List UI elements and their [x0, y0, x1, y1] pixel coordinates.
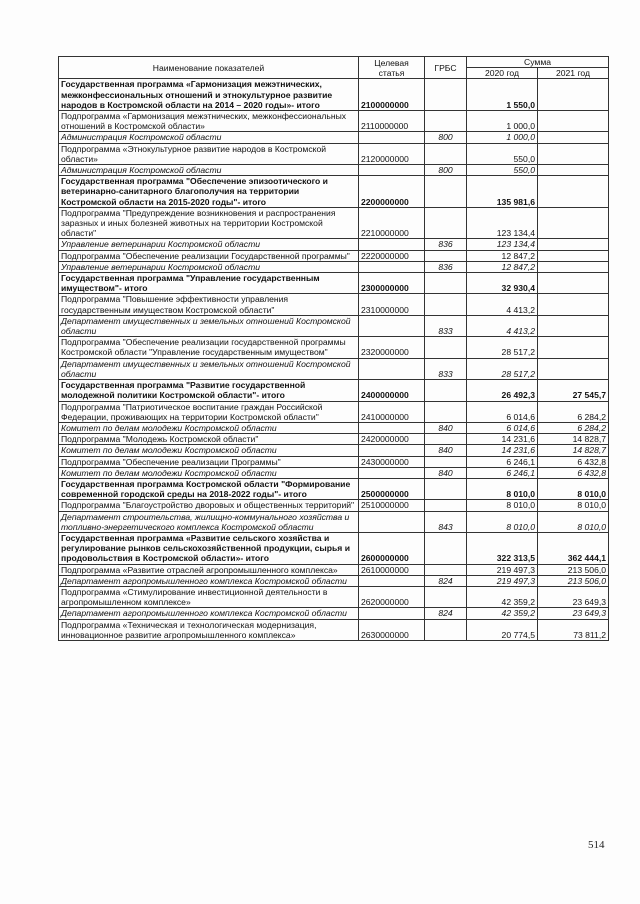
row-code-cell: 2610000000 [359, 564, 425, 575]
row-amount-2020-cell: 6 014,6 [467, 401, 538, 422]
row-grbs-cell: 843 [425, 511, 467, 532]
row-amount-2021-cell: 6 432,8 [538, 467, 609, 478]
row-code-cell [359, 467, 425, 478]
row-code-cell [359, 608, 425, 619]
row-grbs-cell [425, 564, 467, 575]
row-code-cell [359, 511, 425, 532]
row-amount-2020-cell: 135 981,6 [467, 176, 538, 208]
row-code-cell [359, 315, 425, 336]
table-row [59, 132, 609, 143]
row-name-cell: Комитет по делам молодежи Костромской области [59, 422, 359, 433]
header-sum: Сумма [467, 57, 609, 68]
row-amount-2020-cell: 123 134,4 [467, 207, 538, 239]
row-code-cell: 2300000000 [359, 273, 425, 294]
table-row [59, 111, 609, 132]
row-code-cell: 2600000000 [359, 532, 425, 564]
row-grbs-cell: 840 [425, 422, 467, 433]
row-amount-2020-cell: 1 000,0 [467, 111, 538, 132]
row-amount-2021-cell [538, 239, 609, 250]
row-grbs-cell [425, 434, 467, 445]
row-amount-2021-cell [538, 111, 609, 132]
row-grbs-cell [425, 176, 467, 208]
row-name-cell: Подпрограмма "Предупреждение возникновения и распространения заразных и иных болезней животных на территории Костромской области" [59, 207, 359, 239]
row-amount-2021-cell [538, 315, 609, 336]
row-grbs-cell: 800 [425, 165, 467, 176]
row-amount-2021-cell [538, 250, 609, 261]
row-amount-2020-cell: 1 000,0 [467, 132, 538, 143]
row-name-cell: Подпрограмма «Стимулирование инвестиционной деятельности в агропромышленном комплексе» [59, 586, 359, 607]
row-code-cell [359, 445, 425, 456]
table-row [59, 273, 609, 294]
row-name-cell: Департамент строительства, жилищно-коммунального хозяйства и топливно-энергетического комплекса Костромской области [59, 511, 359, 532]
row-amount-2020-cell: 42 359,2 [467, 586, 538, 607]
row-name-cell: Управление ветеринарии Костромской области [59, 261, 359, 272]
row-amount-2020-cell: 8 010,0 [467, 500, 538, 511]
row-name-cell: Департамент имущественных и земельных отношений Костромской области [59, 358, 359, 379]
row-amount-2021-cell: 23 649,3 [538, 586, 609, 607]
row-name-cell: Департамент агропромышленного комплекса Костромской области [59, 575, 359, 586]
table-row [59, 445, 609, 456]
row-amount-2021-cell: 213 506,0 [538, 575, 609, 586]
row-amount-2020-cell: 14 231,6 [467, 445, 538, 456]
row-name-cell: Подпрограмма «Техническая и технологическая модернизация, инновационное развитие агропромышленного комплекса» [59, 619, 359, 640]
table-row [59, 434, 609, 445]
budget-table [58, 56, 609, 641]
row-code-cell [359, 358, 425, 379]
row-amount-2020-cell: 8 010,0 [467, 478, 538, 499]
row-amount-2021-cell: 73 811,2 [538, 619, 609, 640]
row-code-cell: 2210000000 [359, 207, 425, 239]
row-amount-2021-cell: 8 010,0 [538, 478, 609, 499]
row-code-cell: 2120000000 [359, 143, 425, 164]
row-name-cell: Государственная программа "Управление государственным имуществом"- итого [59, 273, 359, 294]
row-amount-2020-cell: 6 014,6 [467, 422, 538, 433]
row-name-cell: Департамент имущественных и земельных отношений Костромской области [59, 315, 359, 336]
row-amount-2021-cell [538, 176, 609, 208]
row-code-cell: 2100000000 [359, 79, 425, 111]
page-number: 514 [588, 839, 605, 851]
row-code-cell [359, 132, 425, 143]
table-row [59, 143, 609, 164]
row-code-cell: 2430000000 [359, 456, 425, 467]
row-amount-2021-cell: 6 284,2 [538, 422, 609, 433]
table-header [59, 57, 609, 79]
row-grbs-cell [425, 250, 467, 261]
row-code-cell: 2630000000 [359, 619, 425, 640]
row-amount-2021-cell: 6 284,2 [538, 401, 609, 422]
row-amount-2020-cell: 550,0 [467, 165, 538, 176]
row-grbs-cell: 840 [425, 467, 467, 478]
row-grbs-cell [425, 619, 467, 640]
row-name-cell: Государственная программа "Обеспечение эпизоотического и ветеринарно-санитарного благополучия на территории Костромской области на 2015-2020 годы"- итого [59, 176, 359, 208]
row-name-cell: Департамент агропромышленного комплекса Костромской области [59, 608, 359, 619]
table-row [59, 358, 609, 379]
row-name-cell: Подпрограмма "Молодежь Костромской области" [59, 434, 359, 445]
row-grbs-cell: 836 [425, 239, 467, 250]
row-code-cell: 2320000000 [359, 337, 425, 358]
row-grbs-cell: 836 [425, 261, 467, 272]
row-grbs-cell [425, 143, 467, 164]
table-body [59, 79, 609, 641]
row-amount-2020-cell: 28 517,2 [467, 358, 538, 379]
row-grbs-cell [425, 111, 467, 132]
row-code-cell: 2620000000 [359, 586, 425, 607]
table-row [59, 315, 609, 336]
table-row [59, 456, 609, 467]
row-amount-2021-cell [538, 294, 609, 315]
table-row [59, 575, 609, 586]
table-row [59, 380, 609, 401]
row-name-cell: Управление ветеринарии Костромской области [59, 239, 359, 250]
row-grbs-cell [425, 456, 467, 467]
row-grbs-cell [425, 273, 467, 294]
row-amount-2020-cell: 123 134,4 [467, 239, 538, 250]
row-name-cell: Подпрограмма "Обеспечение реализации Государственной программы" [59, 250, 359, 261]
row-name-cell: Государственная программа "Развитие государственной молодежной политики Костромской области"- итого [59, 380, 359, 401]
row-amount-2020-cell: 20 774,5 [467, 619, 538, 640]
row-amount-2020-cell: 28 517,2 [467, 337, 538, 358]
row-amount-2020-cell: 219 497,3 [467, 564, 538, 575]
row-amount-2021-cell [538, 273, 609, 294]
row-grbs-cell: 824 [425, 575, 467, 586]
row-code-cell: 2410000000 [359, 401, 425, 422]
table-row [59, 586, 609, 607]
row-amount-2021-cell [538, 132, 609, 143]
row-grbs-cell [425, 401, 467, 422]
row-amount-2021-cell [538, 143, 609, 164]
row-grbs-cell [425, 79, 467, 111]
row-code-cell [359, 422, 425, 433]
row-grbs-cell [425, 294, 467, 315]
row-code-cell: 2500000000 [359, 478, 425, 499]
row-amount-2021-cell: 23 649,3 [538, 608, 609, 619]
row-grbs-cell: 840 [425, 445, 467, 456]
row-amount-2020-cell: 14 231,6 [467, 434, 538, 445]
row-name-cell: Государственная программа «Развитие сельского хозяйства и регулирование рынков сельскохозяйственной продукции, сырья и продовольствия в Костромской области»- итого [59, 532, 359, 564]
table-row [59, 564, 609, 575]
row-amount-2021-cell [538, 165, 609, 176]
row-amount-2020-cell: 8 010,0 [467, 511, 538, 532]
row-amount-2021-cell: 14 828,7 [538, 434, 609, 445]
row-name-cell: Администрация Костромской области [59, 132, 359, 143]
row-code-cell [359, 239, 425, 250]
row-amount-2021-cell: 14 828,7 [538, 445, 609, 456]
row-amount-2020-cell: 12 847,2 [467, 250, 538, 261]
row-amount-2020-cell: 6 246,1 [467, 467, 538, 478]
row-code-cell: 2510000000 [359, 500, 425, 511]
table-row [59, 261, 609, 272]
row-name-cell: Подпрограмма «Гармонизация межэтнических, межконфессиональных отношений в Костромской области» [59, 111, 359, 132]
row-code-cell [359, 575, 425, 586]
header-year-2020: 2020 год [467, 68, 538, 79]
row-code-cell: 2220000000 [359, 250, 425, 261]
row-grbs-cell [425, 478, 467, 499]
row-name-cell: Комитет по делам молодежи Костромской области [59, 467, 359, 478]
row-grbs-cell: 833 [425, 358, 467, 379]
row-grbs-cell [425, 532, 467, 564]
row-amount-2020-cell: 42 359,2 [467, 608, 538, 619]
table-row [59, 401, 609, 422]
table-row [59, 478, 609, 499]
row-amount-2021-cell [538, 358, 609, 379]
table-row [59, 511, 609, 532]
row-code-cell: 2110000000 [359, 111, 425, 132]
row-grbs-cell: 833 [425, 315, 467, 336]
table-row [59, 619, 609, 640]
header-code: Целевая статья [359, 57, 425, 79]
row-amount-2020-cell: 550,0 [467, 143, 538, 164]
table-row [59, 207, 609, 239]
row-grbs-cell [425, 337, 467, 358]
row-amount-2021-cell: 213 506,0 [538, 564, 609, 575]
table-row [59, 337, 609, 358]
row-grbs-cell [425, 207, 467, 239]
row-name-cell: Подпрограмма «Этнокультурное развитие народов в Костромской области» [59, 143, 359, 164]
table-row [59, 176, 609, 208]
row-code-cell [359, 261, 425, 272]
table-row [59, 532, 609, 564]
header-name: Наименование показателей [59, 57, 359, 79]
row-grbs-cell [425, 586, 467, 607]
row-amount-2020-cell: 6 246,1 [467, 456, 538, 467]
table-row [59, 422, 609, 433]
row-name-cell: Комитет по делам молодежи Костромской области [59, 445, 359, 456]
row-code-cell: 2200000000 [359, 176, 425, 208]
row-name-cell: Государственная программа «Гармонизация межэтнических, межконфессиональных отношений и этнокультурное развитие народов в Костромской области на 2014 – 2020 годы»- итого [59, 79, 359, 111]
table-row [59, 239, 609, 250]
row-amount-2021-cell: 8 010,0 [538, 500, 609, 511]
row-name-cell: Подпрограмма "Обеспечение реализации государственной программы Костромской области "Управление государственным имуществом" [59, 337, 359, 358]
row-code-cell: 2400000000 [359, 380, 425, 401]
row-amount-2021-cell [538, 337, 609, 358]
row-amount-2020-cell: 4 413,2 [467, 315, 538, 336]
table-row [59, 294, 609, 315]
row-amount-2021-cell: 6 432,8 [538, 456, 609, 467]
row-name-cell: Подпрограмма "Повышение эффективности управления государственным имуществом Костромской области" [59, 294, 359, 315]
row-amount-2021-cell: 27 545,7 [538, 380, 609, 401]
row-grbs-cell: 824 [425, 608, 467, 619]
row-name-cell: Подпрограмма "Патриотическое воспитание граждан Российской Федерации, проживающих на территории Костромской области" [59, 401, 359, 422]
row-grbs-cell [425, 380, 467, 401]
table-row [59, 250, 609, 261]
header-grbs: ГРБС [425, 57, 467, 79]
table-row [59, 608, 609, 619]
row-amount-2020-cell: 12 847,2 [467, 261, 538, 272]
row-name-cell: Подпрограмма "Благоустройство дворовых и общественных территорий" [59, 500, 359, 511]
row-amount-2021-cell [538, 79, 609, 111]
row-code-cell: 2420000000 [359, 434, 425, 445]
table-row [59, 467, 609, 478]
row-name-cell: Администрация Костромской области [59, 165, 359, 176]
row-amount-2021-cell [538, 261, 609, 272]
row-amount-2020-cell: 219 497,3 [467, 575, 538, 586]
row-amount-2020-cell: 32 930,4 [467, 273, 538, 294]
row-grbs-cell [425, 500, 467, 511]
row-code-cell: 2310000000 [359, 294, 425, 315]
table-row [59, 79, 609, 111]
row-amount-2021-cell [538, 207, 609, 239]
row-amount-2020-cell: 26 492,3 [467, 380, 538, 401]
row-amount-2020-cell: 4 413,2 [467, 294, 538, 315]
row-grbs-cell: 800 [425, 132, 467, 143]
row-name-cell: Подпрограмма "Обеспечение реализации Программы" [59, 456, 359, 467]
row-name-cell: Государственная программа Костромской области "Формирование современной городской среды на 2018-2022 годы"- итого [59, 478, 359, 499]
row-amount-2020-cell: 322 313,5 [467, 532, 538, 564]
row-amount-2020-cell: 1 550,0 [467, 79, 538, 111]
row-amount-2021-cell: 362 444,1 [538, 532, 609, 564]
row-amount-2021-cell: 8 010,0 [538, 511, 609, 532]
table-row [59, 165, 609, 176]
header-year-2021: 2021 год [538, 68, 609, 79]
table-row [59, 500, 609, 511]
row-code-cell [359, 165, 425, 176]
row-name-cell: Подпрограмма «Развитие отраслей агропромышленного комплекса» [59, 564, 359, 575]
